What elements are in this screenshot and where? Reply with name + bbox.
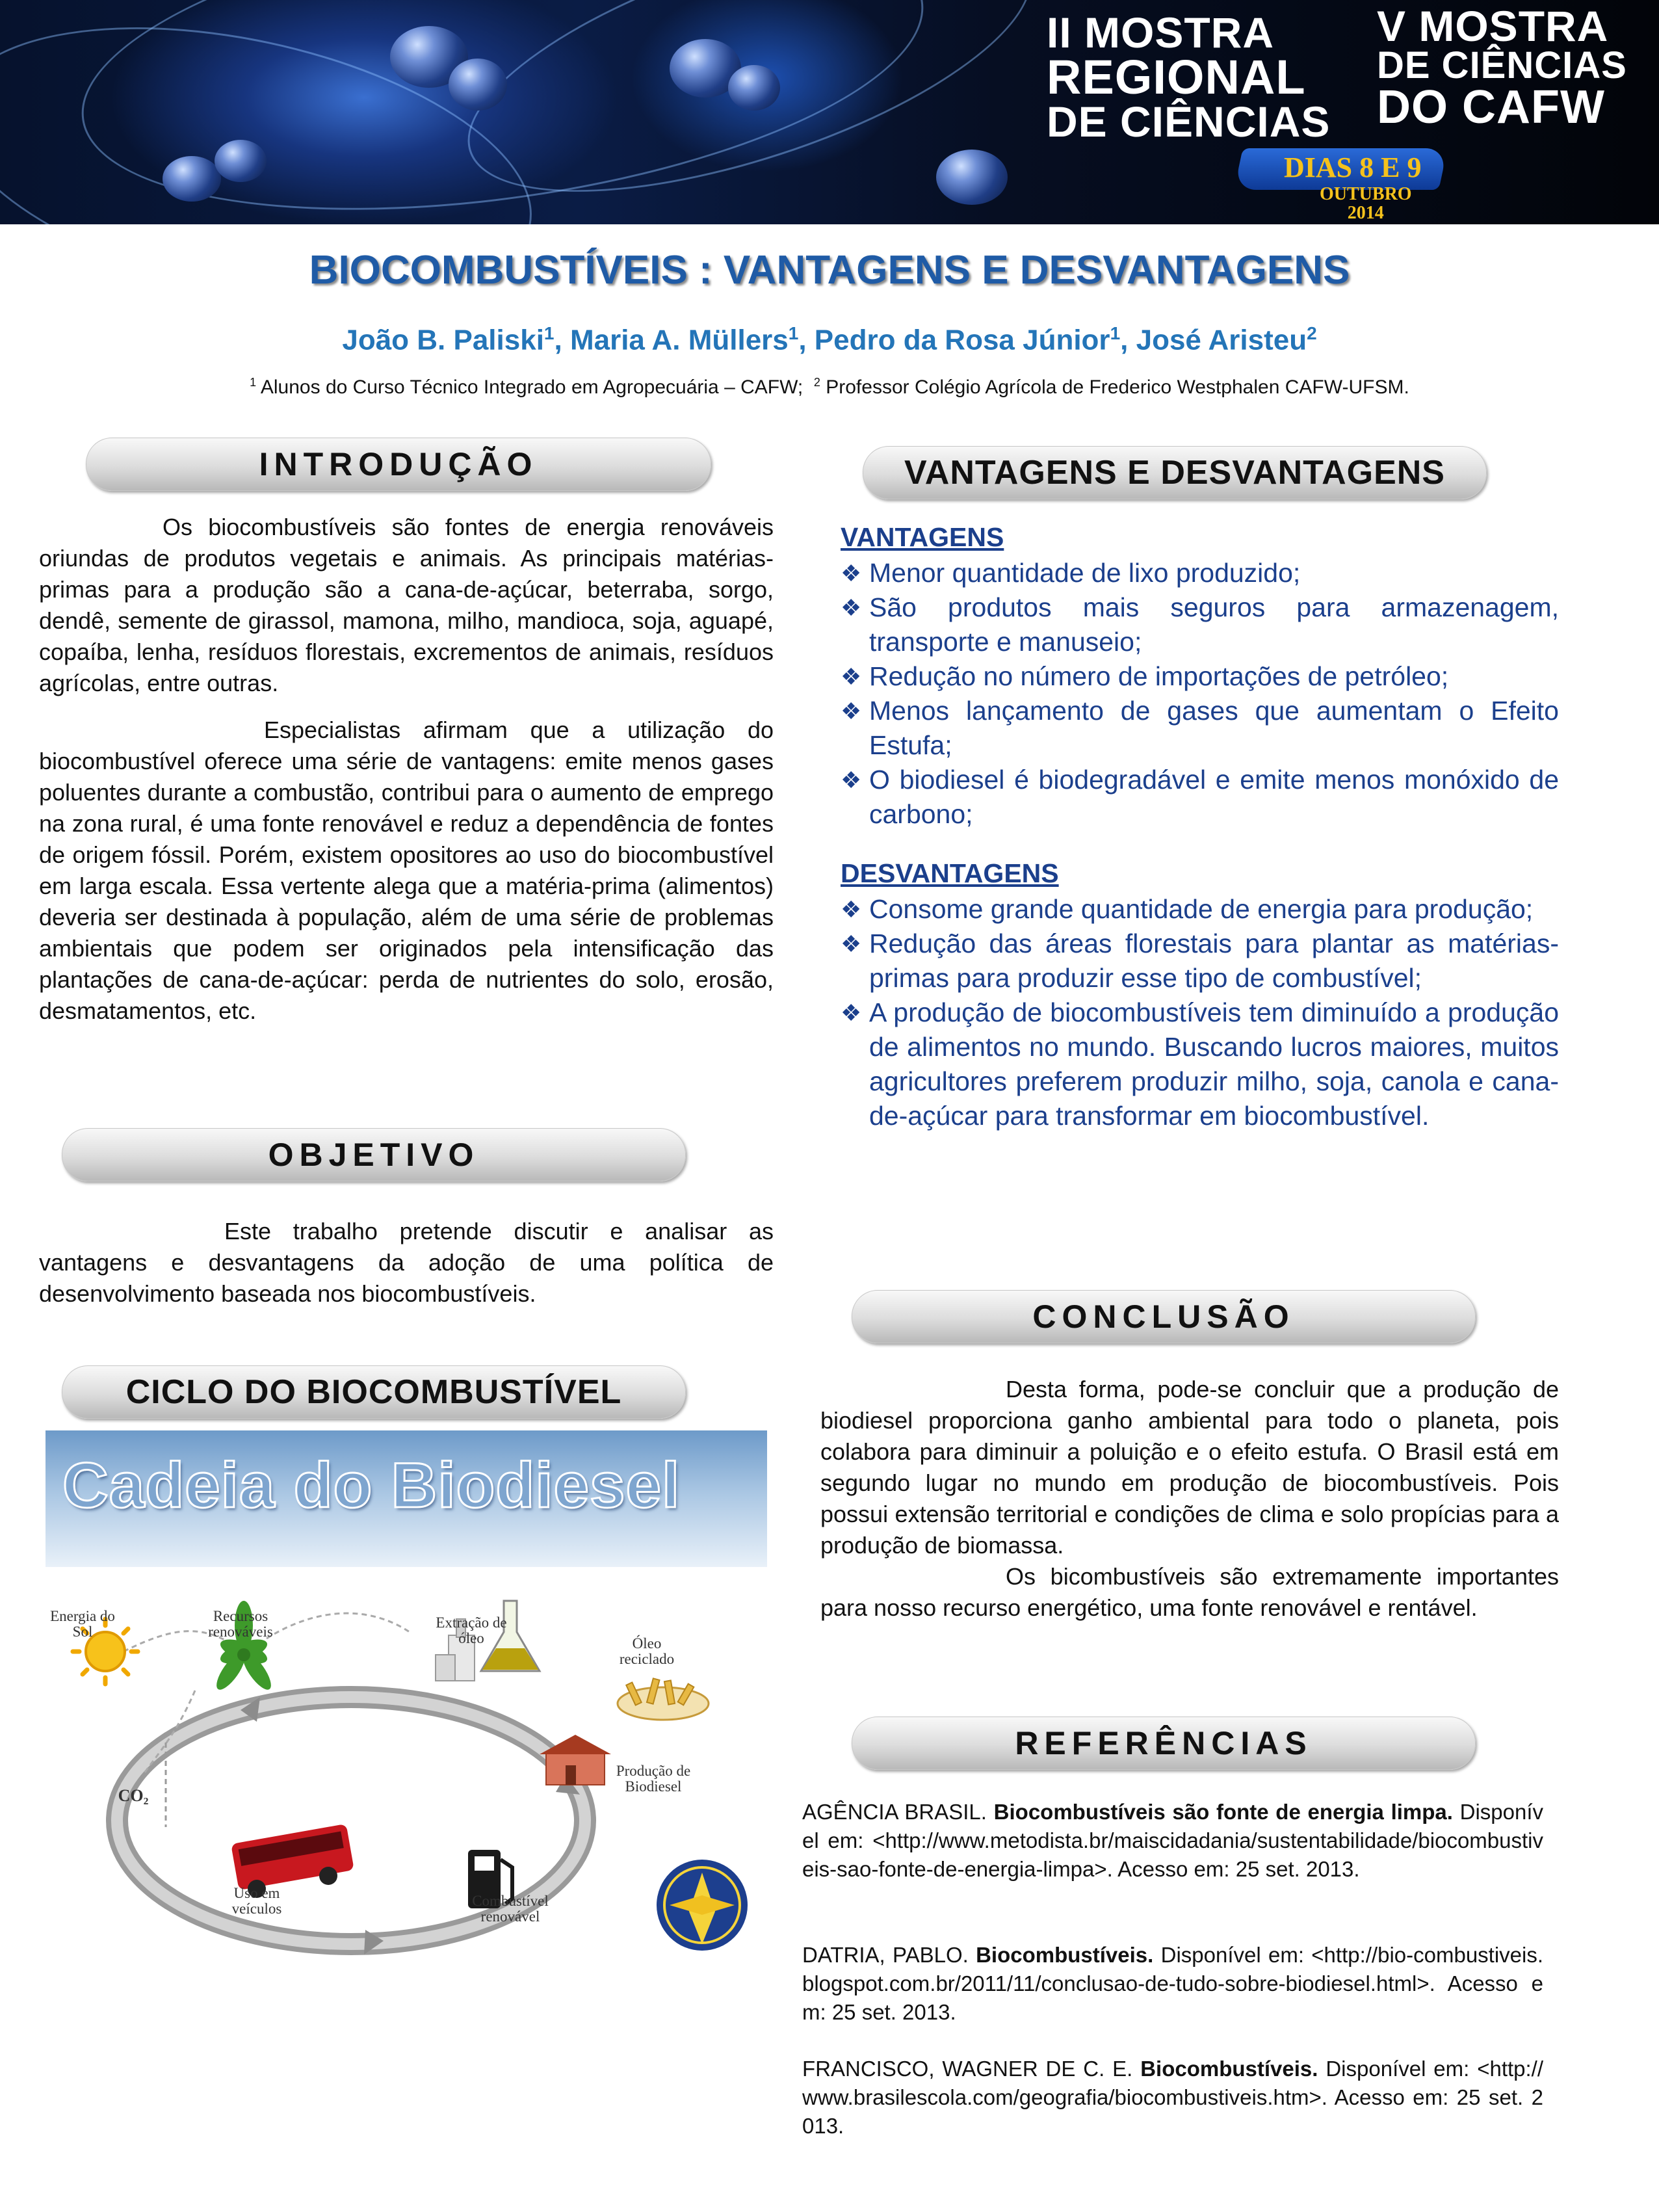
list-item: ❖ Redução das áreas florestais para plantar as matérias-primas para produzir esse tipo de combustível; [841, 927, 1559, 995]
poster-title: BIOCOMBUSTÍVEIS : VANTAGENS E DESVANTAGENS [309, 248, 1350, 293]
author: João B. Paliski [342, 324, 544, 356]
list-item: ❖ Redução no número de importações de petróleo; [841, 659, 1559, 694]
author: Maria A. Müllers [569, 324, 789, 356]
diamond-bullet-icon: ❖ [841, 896, 862, 923]
ciclo-header [62, 1365, 686, 1419]
author: José Aristeu [1136, 324, 1307, 356]
reference-item: DATRIA, PABLO. Biocombustíveis. Disponível em: <http://bio-combustiveis.blogspot.com.br/2011/11/conclusao-de-tudo-sobre-biodiesel.html>. Acesso em: 25 set. 2013. [802, 1943, 1544, 2024]
label-co2: CO₂ [118, 1786, 149, 1805]
list-item: ❖ A produção de biocombustíveis tem diminuído a produção de alimentos no mundo. Buscando lucros maiores, muitos agricultores preferem produzir milho, soja, canola e cana-de-açúcar para transformar em biocombustível. [841, 995, 1559, 1133]
label-uso-veiculos: Uso em veículos [231, 1885, 282, 1917]
label-combustivel: Combustível renovável [472, 1893, 549, 1925]
cell-decoration [936, 150, 1008, 205]
vantagens-subtitle: VANTAGENS [841, 522, 1004, 552]
list-item: ❖ São produtos mais seguros para armazenagem, transporte e manuseio; [841, 590, 1559, 659]
vantagens-desvantagens-title: VANTAGENS E DESVANTAGENS [904, 454, 1445, 492]
biodiesel-cycle-diagram [46, 1430, 767, 1970]
mostra-cafw-logo: V MOSTRA DE CIÊNCIAS DO CAFW [1377, 2, 1627, 133]
diamond-bullet-icon: ❖ [841, 594, 862, 621]
header-banner [0, 0, 1659, 224]
referencias-header [852, 1717, 1476, 1770]
month-year: OUTUBRO 2014 [1320, 184, 1412, 224]
mostra-regional-logo: II MOSTRA REGIONAL DE CIÊNCIAS [1047, 8, 1331, 146]
diamond-bullet-icon: ❖ [841, 698, 862, 724]
reference-item: FRANCISCO, WAGNER DE C. E. Biocombustíveis. Disponível em: <http://www.brasilescola.com/geografia/biocombustiveis.htm>. Acesso em: 25 set. 2013. [802, 2057, 1544, 2138]
list-item: ❖ Consome grande quantidade de energia para produção; [841, 892, 1559, 927]
diamond-bullet-icon: ❖ [841, 663, 862, 690]
dates-text: DIAS 8 E 9 [1284, 151, 1422, 183]
desvantagens-subtitle: DESVANTAGENS [841, 858, 1059, 888]
list-item: ❖ Menor quantidade de lixo produzido; [841, 556, 1559, 590]
cell-decoration [449, 59, 507, 111]
diamond-bullet-icon: ❖ [841, 999, 862, 1026]
desvantagens-list [841, 892, 1559, 1133]
vantagens-desvantagens-header [863, 446, 1487, 499]
label-extracao: Extração de óleo [436, 1614, 507, 1646]
diamond-bullet-icon: ❖ [841, 560, 862, 586]
conclusao-paragraph-2: Os bicombustíveis são extremamente importantes para nosso recurso energético, uma fonte renovável e rentável. [820, 1563, 1559, 1621]
ciclo-title: CICLO DO BIOCOMBUSTÍVEL [125, 1373, 622, 1411]
introducao-text [39, 512, 774, 1027]
diamond-bullet-icon: ❖ [841, 930, 862, 957]
fries-icon [618, 1678, 709, 1720]
flow-arrow-icon [267, 1613, 410, 1639]
school-emblem-icon [657, 1860, 748, 1951]
cell-decoration [728, 65, 780, 111]
objetivo-header [62, 1128, 686, 1181]
label-oleo-reciclado: Óleo reciclado [619, 1635, 675, 1667]
label-energia-sol: Energia do Sol [50, 1608, 115, 1640]
list-item: ❖ O biodiesel é biodegradável e emite menos monóxido de carbono; [841, 763, 1559, 832]
objetivo-title: OBJETIVO [268, 1137, 480, 1173]
conclusao-paragraph-1: Desta forma, pode-se concluir que a produção de biodiesel proporciona ganho ambiental para todo o planeta, pois colabora para diminuir a poluição e o efeito estufa. O Brasil está em segundo lugar no mundo em produção de biocombustíveis. Pois possui extensão territorial e condições de clima e solo propícias para a produção de biomassa. [820, 1376, 1559, 1559]
conclusao-header [852, 1290, 1476, 1343]
authors-line: João B. Paliski$^1$, Maria A. Müllers$^1$, Pedro da Rosa Júnior$^1$, José Aristeu$^2$ [342, 323, 1317, 356]
list-item: ❖ Menos lançamento de gases que aumentam o Efeito Estufa; [841, 694, 1559, 763]
conclusao-text [820, 1374, 1559, 1624]
reference-item: AGÊNCIA BRASIL. Biocombustíveis são fonte de energia limpa. Disponível em: <http://www.metodista.br/maiscidadania/sustentabilidade/biocombustiveis-sao-fonte-de-energia-limpa>. Acesso em: 25 set. 2013. [802, 1800, 1544, 1881]
diamond-bullet-icon: ❖ [841, 767, 862, 793]
objetivo-text: Este trabalho pretende discutir e analisar as vantagens e desvantagens da adoção de uma política de desenvolvimento baseada nos biocombustíveis. [39, 1218, 774, 1307]
introducao-paragraph-1: Os biocombustíveis são fontes de energia renováveis oriundas de produtos vegetais e animais. As principais matérias-primas para a produção são a cana-de-açúcar, beterraba, sorgo, dendê, semente de girassol, mamona, milho, mandioca, soja, aguapé, copaíba, lenha, resíduos florestais, excrementos de animais, resíduos agrícolas, entre outras. [39, 514, 774, 696]
introducao-title: INTRODUÇÃO [259, 446, 538, 482]
introducao-paragraph-2: Especialistas afirmam que a utilização do biocombustível oferece uma série de vantagens: emite menos gases poluentes durante a combustão, contribui para o aumento de emprego na zona rural, é uma fonte renovável e reduz a dependência de fontes de origem fóssil. Porém, existem opositores ao uso do biocombustível em larga escala. Essa vertente alega que a matéria-prima (alimentos) deveria ser destinada à população, além de uma série de problemas ambientais que podem ser originados pela intensificação das plantações de cana-de-açúcar: perda de nutrientes do solo, erosão, desmatamentos, etc. [39, 717, 774, 1024]
conclusao-title: CONCLUSÃO [1032, 1298, 1295, 1335]
cell-decoration [163, 156, 221, 202]
cycle-graphics [46, 1430, 767, 1970]
label-producao: Produção de Biodiesel [616, 1763, 691, 1795]
diagram-title: Cadeia do Biodiesel [62, 1449, 681, 1521]
vantagens-list [841, 556, 1559, 832]
author: Pedro da Rosa Júnior [814, 324, 1110, 356]
affiliations: $^1$ Alunos do Curso Técnico Integrado em Agropecuária – CAFW; $^2$ Professor Colégio Agrícola de Frederico Westphalen CAFW-UFSM. [250, 376, 1409, 398]
label-recursos: Recursos renováveis [208, 1608, 273, 1640]
referencias-title: REFERÊNCIAS [1015, 1725, 1313, 1761]
cell-decoration [215, 140, 267, 182]
introducao-header [86, 438, 711, 491]
